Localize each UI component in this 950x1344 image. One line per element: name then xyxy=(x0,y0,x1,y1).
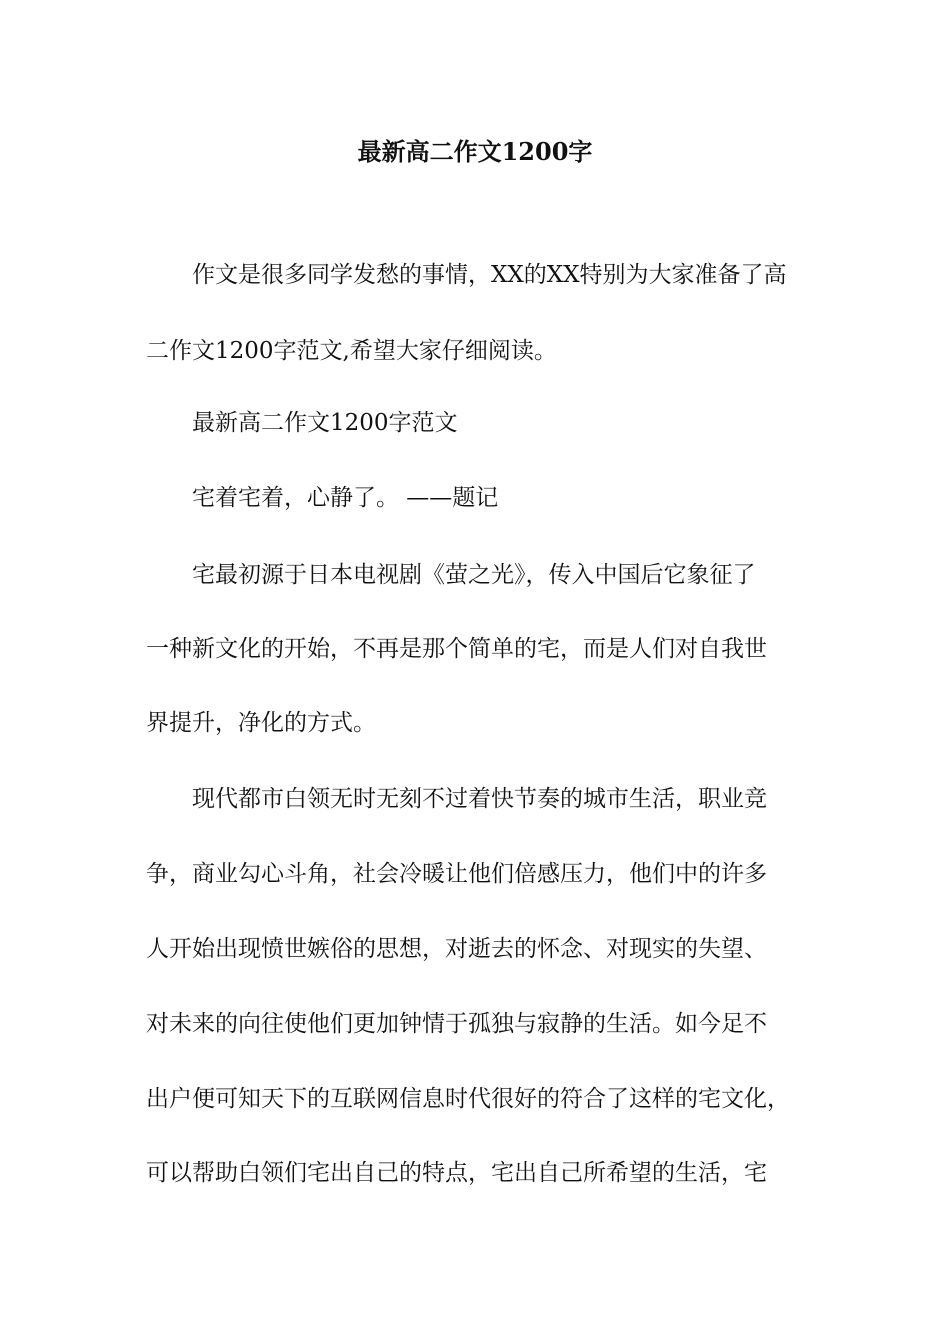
paragraph-line: 二作文1200字范文,希望大家仔细阅读。 xyxy=(146,338,557,364)
paragraph-line: 出户便可知天下的互联网信息时代很好的符合了这样的宅文化， xyxy=(146,1086,790,1112)
subtitle-line: 最新高二作文1200字范文 xyxy=(192,410,458,436)
paragraph-line: 作文是很多同学发愁的事情，XX的XX特别为大家准备了高 xyxy=(192,262,787,288)
paragraph-line: 现代都市白领无时无刻不过着快节奏的城市生活，职业竞 xyxy=(192,786,767,812)
paragraph-line: 争，商业勾心斗角，社会冷暖让他们倍感压力，他们中的许多 xyxy=(146,861,767,887)
paragraph-line: 人开始出现愤世嫉俗的思想，对逝去的怀念、对现实的失望、 xyxy=(146,936,767,962)
document-title: 最新高二作文1200字 xyxy=(357,137,593,166)
paragraph-line: 对未来的向往使他们更加钟情于孤独与寂静的生活。如今足不 xyxy=(146,1011,767,1037)
paragraph-line: 可以帮助白领们宅出自己的特点，宅出自己所希望的生活，宅 xyxy=(146,1160,767,1186)
paragraph-line: 一种新文化的开始，不再是那个简单的宅，而是人们对自我世 xyxy=(146,636,767,662)
paragraph-line: 界提升，净化的方式。 xyxy=(146,710,376,736)
epigraph-line: 宅着宅着，心静了。 ——题记 xyxy=(192,485,499,511)
paragraph-line: 宅最初源于日本电视剧《萤之光》，传入中国后它象征了 xyxy=(192,562,756,588)
